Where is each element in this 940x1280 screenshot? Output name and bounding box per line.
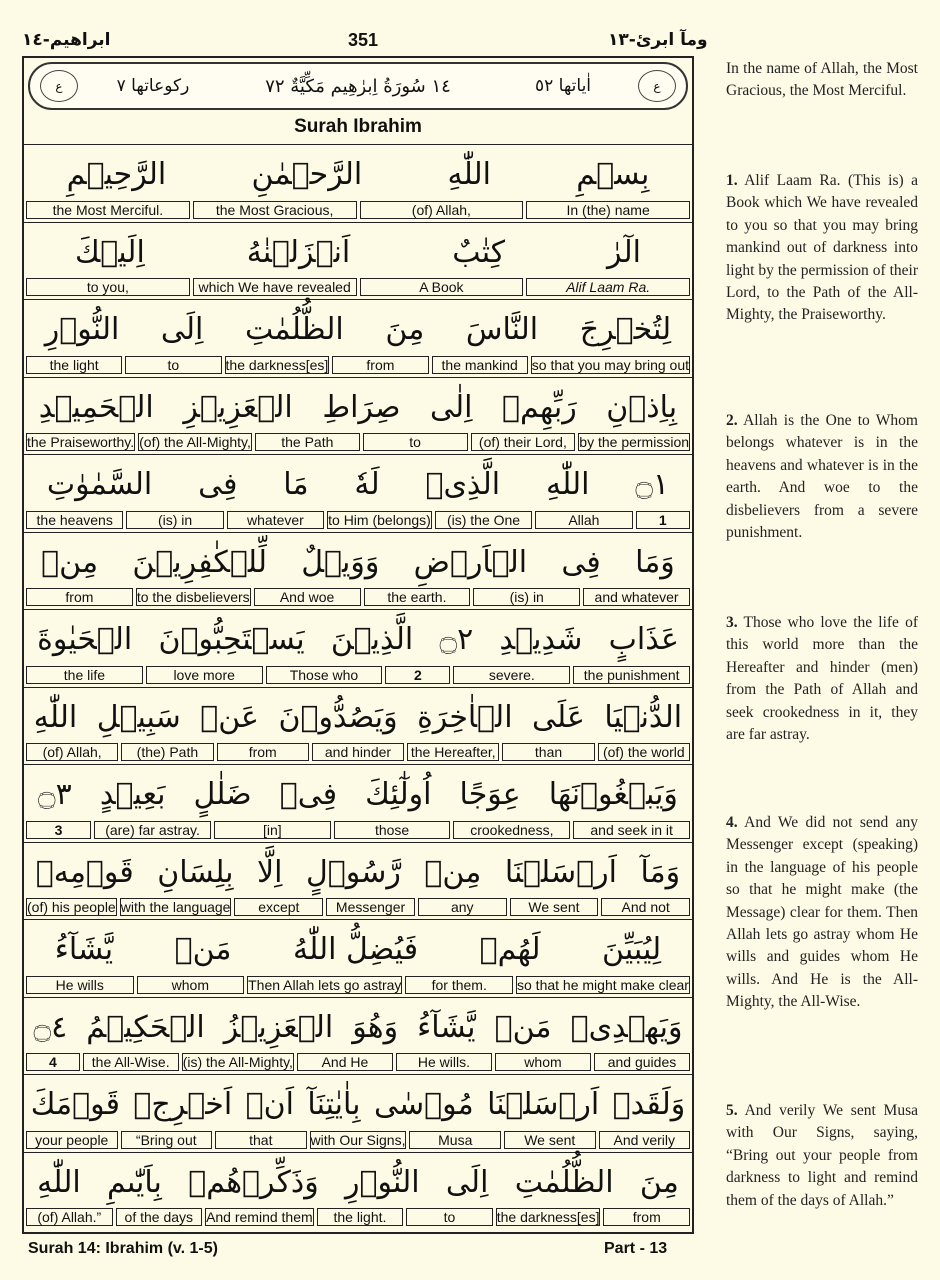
arabic-word: لِيُبَيِّنَ <box>602 932 662 967</box>
arabic-word: بَعِيۡدٍ <box>99 777 166 812</box>
gloss-cell: the Path <box>255 433 360 451</box>
gloss-cell: the darkness[es] <box>496 1209 600 1225</box>
gloss-cell: Messenger <box>326 898 415 916</box>
verse-text: Those who love the life of this world more than the Hereafter and hinder (men) from the Path of Allah and seek crookedness in it, they are far astray. <box>726 614 918 744</box>
arabic-word: الرَّحۡمٰنِ <box>251 157 363 192</box>
arabic-word: الۡحَكِيۡمُ <box>86 1009 205 1045</box>
verse-row <box>24 919 692 997</box>
arabic-word: اِلٰى <box>430 389 473 425</box>
verse-row <box>24 1074 692 1152</box>
arabic-word: فِى <box>561 544 601 580</box>
arabic-word: اَرۡسَلۡنَا <box>504 854 617 890</box>
gloss-cell: And He <box>297 1053 393 1071</box>
gloss-cell: (is) the All-Mighty, <box>182 1054 293 1070</box>
arabic-word: بِاَيّٰٮمِ <box>107 1164 162 1200</box>
verse-number: 5. <box>726 1102 738 1119</box>
verse-row <box>24 687 692 765</box>
translation-verse <box>726 410 918 544</box>
arabic-word: لِّلۡكٰفِرِيۡنَ <box>132 544 267 580</box>
verse-row <box>24 764 692 842</box>
gloss-cell: than <box>502 743 594 761</box>
arabic-word: وَيَهۡدِىۡ <box>570 1009 683 1045</box>
arabic-word: اللّٰهِ <box>546 467 590 502</box>
verse-text: And verily We sent Musa with Our Signs, saying, “Bring out your people from darkness to light and remind them of the days of Allah.” <box>726 1102 919 1209</box>
arabic-line <box>24 149 692 201</box>
gloss-cell: with the language <box>120 899 231 915</box>
gloss-cell: Allah <box>535 511 632 529</box>
verse-number: 1. <box>726 172 738 189</box>
arabic-word: قَوۡمَكَ <box>30 1087 120 1122</box>
arabic-word: اَخۡرِجۡ <box>133 1087 233 1122</box>
gloss-cell: and guides <box>594 1053 690 1071</box>
translation-intro <box>726 58 918 103</box>
gloss-cell: And verily <box>599 1131 691 1149</box>
arabic-word: الۡحَيٰوةَ <box>37 622 133 657</box>
gloss-cell: (of) their Lord, <box>471 433 576 451</box>
gloss-line <box>26 356 690 374</box>
arabic-word: يَسۡتَحِبُّوۡنَ <box>158 622 305 657</box>
arabic-word: مِنۡ <box>41 544 99 580</box>
verse-row <box>24 532 692 610</box>
verse-text: Allah is the One to Whom belongs whatever is in the heavens and whatever is in the earth. And woe to the disbelievers from a severe punishment. <box>726 412 918 542</box>
arabic-word: وَيَبۡغُوۡنَهَا <box>548 777 678 812</box>
ornament-left: ع <box>40 70 78 102</box>
arabic-word: ۝٤ <box>33 1009 68 1045</box>
arabic-word: السَّمٰوٰتِ <box>46 467 153 502</box>
gloss-cell: by the permission <box>579 434 690 450</box>
gloss-cell: the earth. <box>364 588 471 606</box>
arabic-word: النُّوۡرِ <box>345 1164 420 1200</box>
gloss-cell: from <box>603 1208 690 1226</box>
gloss-cell: and hinder <box>312 743 404 761</box>
gloss-cell: the punishment <box>573 666 690 684</box>
gloss-cell: and whatever <box>583 588 690 606</box>
arabic-word: الظُّلُمٰتِ <box>514 1164 614 1200</box>
gloss-cell: any <box>418 898 507 916</box>
gloss-cell: to Him (belongs) <box>328 511 431 528</box>
arabic-word: وَيَصُدُّوۡنَ <box>278 699 398 735</box>
gloss-line <box>26 278 690 296</box>
verse-row <box>24 299 692 377</box>
arabic-word: اُولٰٓئِكَ <box>365 777 432 812</box>
gloss-line <box>26 1208 690 1226</box>
arabic-word: وَمَآ <box>640 854 681 890</box>
gloss-cell: of the days <box>116 1208 203 1226</box>
gloss-cell: (are) far astray. <box>94 821 211 839</box>
arabic-word: مُوۡسٰى <box>373 1087 474 1122</box>
arabic-word: النُّوۡرِ <box>44 312 120 347</box>
gloss-cell: which We have revealed <box>193 278 357 296</box>
gloss-cell: whom <box>137 976 245 994</box>
arabic-word: وَلَقَدۡ <box>612 1087 686 1122</box>
gloss-cell: the heavens <box>26 511 123 529</box>
gloss-line <box>26 433 690 451</box>
gloss-line <box>26 743 690 761</box>
gloss-cell: He wills <box>26 976 134 994</box>
arabic-word: الظُّلُمٰتِ <box>244 312 344 347</box>
verse-number: 3. <box>726 614 738 631</box>
arabic-word: ۝١ <box>635 467 670 502</box>
gloss-cell: He wills. <box>396 1053 492 1071</box>
gloss-cell: Musa <box>409 1131 501 1149</box>
arabic-word: اللّٰهِ <box>37 1164 81 1200</box>
gloss-cell: (of) Allah, <box>360 201 524 219</box>
arabic-word: الَّذِيۡنَ <box>330 622 414 657</box>
banner-ruku-count: ركوعاتها ٧ <box>116 76 190 96</box>
arabic-word: الۡعَزِيۡزُ <box>223 1009 334 1045</box>
arabic-word: بِلِسَانِ <box>157 854 234 890</box>
page-number: 351 <box>348 30 379 50</box>
footer-part: Part - 13 <box>604 1240 668 1257</box>
verse-row <box>24 1152 692 1230</box>
translation-verse-text <box>726 410 918 544</box>
gloss-cell: to you, <box>26 278 190 296</box>
gloss-cell: [in] <box>214 821 331 839</box>
verse-text: And We did not send any Messenger except (speaking) in the language of his people so that he might make (the Message) clear for them. Then Allah lets go astray whom He wills and guides whom He wills. And He is the All-Mighty, the All-Wise. <box>726 814 918 1011</box>
arabic-word: عَلَى <box>532 699 585 735</box>
gloss-line <box>26 1131 690 1149</box>
gloss-cell: 4 <box>26 1053 80 1071</box>
surah-banner <box>28 62 688 110</box>
arabic-line <box>24 227 692 279</box>
arabic-word: سَبِيۡلِ <box>96 699 181 735</box>
arabic-word: الدُّنۡيَا <box>604 699 683 735</box>
gloss-cell: the life <box>26 666 143 684</box>
gloss-cell: from <box>332 356 428 374</box>
gloss-cell: for them. <box>405 976 513 994</box>
gloss-cell: the Hereafter, <box>407 743 499 761</box>
gloss-line <box>26 1053 690 1071</box>
arabic-line <box>24 769 692 821</box>
verse-row <box>24 222 692 300</box>
arabic-line <box>24 614 692 666</box>
arabic-line <box>24 459 692 511</box>
arabic-word: الۡاٰخِرَةِ <box>417 699 513 735</box>
arabic-line <box>24 304 692 356</box>
gloss-cell: whom <box>495 1053 591 1071</box>
arabic-word: اِلَّا <box>257 854 283 890</box>
verse-row <box>24 842 692 920</box>
arabic-word: اَرۡسَلۡنَا <box>487 1087 600 1122</box>
gloss-cell: “Bring out <box>121 1131 213 1149</box>
gloss-cell: and seek in it <box>573 821 690 839</box>
gloss-line <box>26 588 690 606</box>
banner-ayat-count: اٰياتها ٥٢ <box>534 76 592 96</box>
arabic-word: الَّذِىۡ <box>425 467 501 502</box>
verse-number: 4. <box>726 814 738 831</box>
arabic-word: اَنۡ <box>245 1087 294 1122</box>
gloss-cell: Then Allah lets go astray <box>248 976 402 993</box>
arabic-line <box>24 692 692 744</box>
arabic-word: مِنَ <box>385 312 425 347</box>
arabic-word: وَهُوَ <box>352 1009 399 1045</box>
gloss-cell: Those who <box>266 666 383 684</box>
verse-text: Alif Laam Ra. (This is) a Book which We have revealed to you so that you may bring mankind out of darkness into light by the permission of their Lord, to the Path of the All-Mighty, the Praiseworthy. <box>726 172 918 324</box>
gloss-cell: 2 <box>385 666 450 684</box>
arabic-line <box>24 382 692 434</box>
arabic-line <box>24 1157 692 1209</box>
arabic-word: مَا <box>283 467 309 502</box>
arabic-word: فِىۡ <box>279 777 338 812</box>
gloss-cell: (is) in <box>473 588 580 606</box>
arabic-word: عَذَابٍ <box>608 622 679 657</box>
arabic-word: وَمَا <box>635 544 675 580</box>
gloss-cell: so that he might make clear <box>517 976 689 993</box>
arabic-word: ضَلٰلٍ <box>193 777 252 812</box>
arabic-word: كِتٰبٌ <box>452 234 506 270</box>
banner-surah-info: ١٤ سُورَةُ اِبرٰهِيم مَكِّيَّةٌ ٧٢ <box>265 75 451 97</box>
gloss-cell: We sent <box>510 898 599 916</box>
arabic-line <box>24 537 692 589</box>
ornament-right: ع <box>638 70 676 102</box>
arabic-word: مَنۡ <box>494 1009 552 1045</box>
gloss-cell: the darkness[es] <box>225 356 329 373</box>
gloss-cell: A Book <box>360 278 524 296</box>
gloss-cell: love more <box>146 666 263 684</box>
gloss-cell: with Our Signs, <box>310 1131 406 1148</box>
arabic-word: وَذَكِّرۡهُمۡ <box>188 1164 319 1200</box>
verse-row <box>24 377 692 455</box>
translation-verse <box>726 1100 918 1212</box>
verse-row <box>24 454 692 532</box>
verse-number: 2. <box>726 412 738 429</box>
arabic-word: مَنۡ <box>174 932 232 967</box>
verse-row <box>24 609 692 687</box>
arabic-line <box>24 924 692 976</box>
header-juz-name: ومآ ابرئ-١٣ <box>608 30 708 50</box>
translation-verse-text <box>726 812 918 1014</box>
verse-row <box>24 144 692 222</box>
gloss-cell: (of) his people <box>27 899 116 915</box>
arabic-word: الۡعَزِيۡزِ <box>183 389 293 425</box>
gloss-cell: to the disbelievers <box>136 589 250 605</box>
gloss-cell: from <box>217 743 309 761</box>
arabic-word: لَهٗ <box>354 467 380 502</box>
translation-verse-text <box>726 170 918 327</box>
gloss-cell: And woe <box>254 588 361 606</box>
arabic-line <box>24 1079 692 1131</box>
arabic-line <box>24 1002 692 1054</box>
arabic-word: اَنۡزَلۡنٰهُ <box>246 234 351 270</box>
gloss-cell: to <box>406 1208 493 1226</box>
arabic-word: قَوۡمِهٖ <box>35 854 134 890</box>
arabic-word: الرَّحِيۡمِ <box>66 157 167 192</box>
arabic-word: الۡاَرۡضِ <box>413 544 528 580</box>
gloss-cell: the light <box>26 356 122 374</box>
translation-verse-text <box>726 1100 918 1212</box>
arabic-word: اِلَى <box>160 312 204 347</box>
arabic-word: اللّٰهِ <box>33 699 78 735</box>
verse-row <box>24 997 692 1075</box>
gloss-cell: 1 <box>636 511 690 529</box>
translation-intro-text: In the name of Allah, the Most Gracious, the Most Merciful. <box>726 60 918 100</box>
gloss-cell: severe. <box>453 666 570 684</box>
gloss-cell: the Most Merciful. <box>26 201 190 219</box>
gloss-cell: (is) the One <box>435 511 532 529</box>
arabic-word: مِنۡ <box>424 854 482 890</box>
gloss-cell: (of) Allah.” <box>26 1208 113 1226</box>
gloss-cell: your people <box>26 1131 118 1149</box>
gloss-cell: so that you may bring out <box>531 356 689 373</box>
gloss-cell: the light. <box>317 1208 404 1226</box>
arabic-word: رَبِّهِمۡ <box>502 389 577 425</box>
arabic-word: صِرَاطِ <box>322 389 401 425</box>
gloss-cell: crookedness, <box>453 821 570 839</box>
gloss-cell: to <box>125 356 221 374</box>
gloss-cell: (of) the All-Mighty, <box>139 434 251 450</box>
arabic-word: فِى <box>198 467 238 502</box>
gloss-cell: from <box>26 588 133 606</box>
arabic-word: رَّسُوۡلٍ <box>305 854 401 890</box>
gloss-cell: (of) Allah, <box>26 743 118 761</box>
arabic-word: مِنَ <box>639 1164 679 1200</box>
translation-verse <box>726 170 918 327</box>
gloss-line <box>26 821 690 839</box>
arabic-word: ۝٣ <box>38 777 72 812</box>
arabic-word: يَّشَآءُ <box>417 1009 476 1045</box>
gloss-line <box>26 898 690 916</box>
arabic-word: فَيُضِلُّ اللّٰهُ <box>292 932 419 967</box>
gloss-cell: the Praiseworthy. <box>27 434 135 450</box>
arabic-word: بِسۡمِ <box>576 157 650 192</box>
footer-reference: Surah 14: Ibrahim (v. 1-5) <box>28 1240 218 1257</box>
gloss-line <box>26 976 690 994</box>
gloss-cell: the mankind <box>432 356 528 374</box>
arabic-word: الۡحَمِيۡدِ <box>38 389 154 425</box>
arabic-word: اللّٰهِ <box>447 157 491 192</box>
arabic-word: النَّاسَ <box>465 312 539 347</box>
gloss-cell: In (the) name <box>526 201 690 219</box>
gloss-cell: Alif Laam Ra. <box>526 278 690 296</box>
arabic-word: عَنۡ <box>200 699 259 735</box>
gloss-cell: to <box>363 433 468 451</box>
arabic-word: الٓرٰ <box>606 234 642 270</box>
gloss-line <box>26 666 690 684</box>
surah-title: Surah Ibrahim <box>294 116 422 137</box>
gloss-cell: the All-Wise. <box>83 1053 179 1071</box>
translation-verse-text <box>726 612 918 746</box>
gloss-cell: that <box>215 1131 307 1149</box>
translation-verse <box>726 812 918 1014</box>
arabic-word: لَهُمۡ <box>479 932 541 967</box>
gloss-line <box>26 201 690 219</box>
arabic-word: يَّشَآءُ <box>54 932 114 967</box>
gloss-cell: 3 <box>26 821 91 839</box>
gloss-cell: (the) Path <box>121 743 213 761</box>
arabic-word: اِلَيۡكَ <box>74 234 145 270</box>
header-surah-name: ابراهيم-١٤ <box>22 30 111 50</box>
translation-verse <box>726 612 918 746</box>
gloss-cell: And remind them <box>206 1209 313 1225</box>
arabic-word: بِاٰيٰتِنَآ <box>307 1087 361 1122</box>
gloss-cell: We sent <box>504 1131 596 1149</box>
arabic-word: وَوَيۡلٌ <box>301 544 380 580</box>
gloss-cell: (of) the world <box>598 743 690 761</box>
arabic-word: اِلَى <box>445 1164 489 1200</box>
gloss-cell: (is) in <box>126 511 223 529</box>
arabic-word: لِتُخۡرِجَ <box>579 312 672 347</box>
arabic-word: عِوَجًا <box>459 777 521 812</box>
gloss-cell: except <box>234 898 323 916</box>
gloss-cell: And not <box>601 898 690 916</box>
arabic-line <box>24 847 692 899</box>
word-by-word-rows <box>24 144 692 1229</box>
quran-panel <box>22 56 694 1234</box>
arabic-word: بِاِذۡنِ <box>606 389 678 425</box>
arabic-word: شَدِيۡدِ <box>499 622 583 657</box>
gloss-cell: the Most Gracious, <box>193 201 357 219</box>
arabic-word: ۝٢ <box>439 622 474 657</box>
gloss-cell: whatever <box>227 511 324 529</box>
gloss-cell: those <box>334 821 451 839</box>
gloss-line <box>26 511 690 529</box>
